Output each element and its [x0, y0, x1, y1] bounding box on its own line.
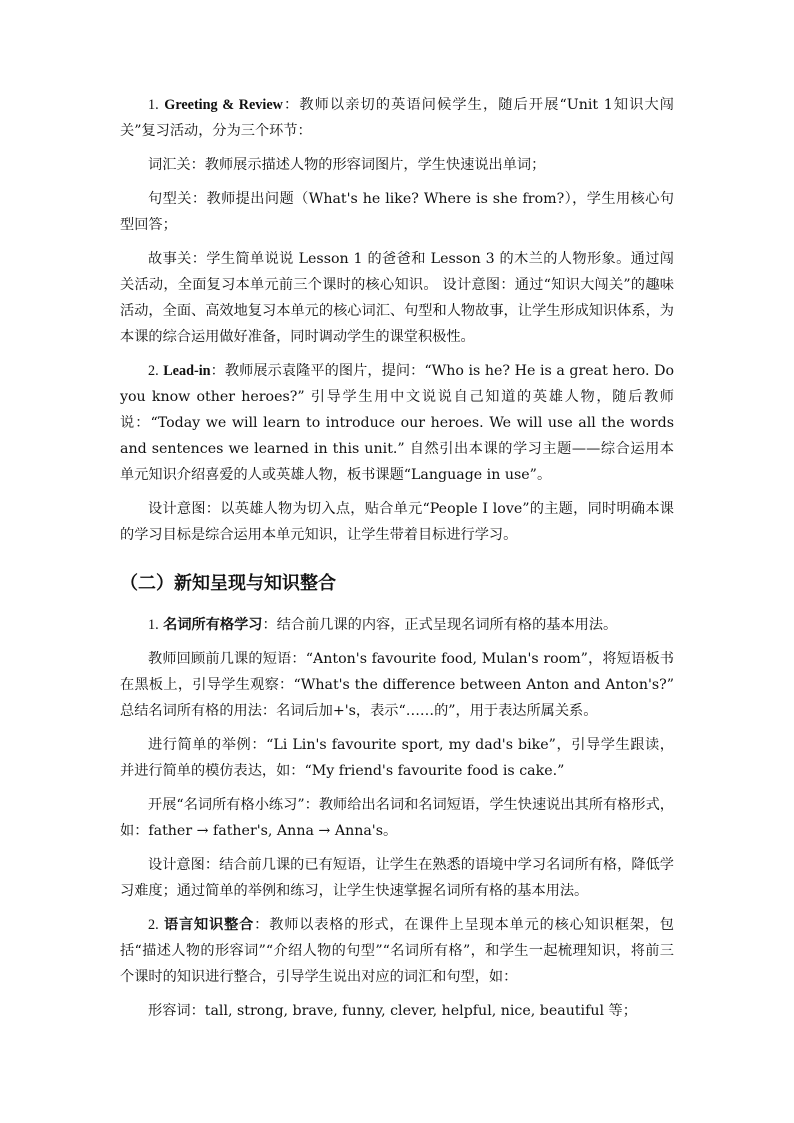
item-number: 1. — [148, 617, 159, 633]
item-colon: ： — [210, 363, 225, 379]
paragraph-story-level: 故事关：学生简单说说 Lesson 1 的爸爸和 Lesson 3 的木兰的人物形象。通过闯关活动，全面复习本单元前三个课时的核心知识。 设计意图：通过“知识大闯关”的趣味活动，全面、高效地复习本单元的核心词汇、句型和人物故事，让学生形成知识体系，为本课的综合运用做好准备，同时调动学生的课堂积极性。 — [120, 251, 674, 345]
item-number: 1. — [148, 97, 159, 113]
item-text: 教师以亲切的英语问候学生，随后开展“Unit 1知识大闯关”复习活动，分为三个环节： — [120, 97, 674, 139]
paragraph-greeting-review — [120, 92, 674, 144]
paragraph-knowledge-integration — [120, 912, 674, 990]
document-page — [120, 92, 674, 1032]
paragraph-adjectives: 形容词：tall, strong, brave, funny, clever, helpful, nice, beautiful 等； — [148, 1003, 637, 1019]
item-number: 2. — [148, 363, 159, 379]
item-colon: ： — [254, 917, 270, 933]
item-label: 名词所有格学习 — [163, 617, 263, 633]
item-text: 教师以表格的形式，在课件上呈现本单元的核心知识框架，包括“描述人物的形容词”“介绍人物的句型”“名词所有格”，和学生一起梳理知识，将前三个课时的知识进行整合，引导学生说出对应的词汇和句型，如： — [120, 917, 674, 985]
item-label: Lead-in — [163, 363, 211, 379]
paragraph-practice: 开展“名词所有格小练习”：教师给出名词和名词短语，学生快速说出其所有格形式，如：father → father's, Anna → Anna's。 — [120, 797, 674, 839]
item-label: 语言知识整合 — [164, 917, 255, 933]
item-colon: ： — [282, 97, 300, 113]
item-label: Greeting & Review — [164, 97, 283, 113]
item-colon: ： — [262, 617, 277, 633]
item-text: 教师展示袁隆平的图片，提问：“Who is he? He is a great hero. Do you know other heroes?” 引导学生用中文说说自己知道的英雄人物，随后教师说：“Today we will learn to introduce our heroes. We will use all the words and sentences we learned in this unit.” 自然引出本课的学习主题——综合运用本单元知识介绍喜爱的人或英雄人物，板书课题“Language in use”。 — [120, 363, 674, 483]
paragraph-design-intent-1: 设计意图：以英雄人物为切入点，贴合单元“People I love”的主题，同时明确本课的学习目标是综合运用本单元知识，让学生带着目标进行学习。 — [120, 501, 674, 543]
paragraph-vocabulary-level: 词汇关：教师展示描述人物的形容词图片，学生快速说出单词； — [148, 157, 546, 173]
section-heading: （二）新知呈现与知识整合 — [120, 573, 336, 594]
paragraph-possessive-learning — [120, 612, 674, 638]
paragraph-review-phrases: 教师回顾前几课的短语：“Anton's favourite food, Mulan's room”，将短语板书在黑板上，引导学生观察：“What's the difference between Anton and Anton's?” 总结名词所有格的用法：名词后加+'s，表示“……的”，用于表达所属关系。 — [120, 651, 674, 719]
paragraph-examples: 进行简单的举例：“Li Lin's favourite sport, my dad's bike”，引导学生跟读，并进行简单的模仿表达，如：“My friend's favourite food is cake.” — [120, 737, 674, 779]
item-text: 结合前几课的内容，正式呈现名词所有格的基本用法。 — [276, 617, 618, 633]
paragraph-lead-in — [120, 358, 674, 488]
item-number: 2. — [148, 917, 159, 933]
paragraph-design-intent-2: 设计意图：结合前几课的已有短语，让学生在熟悉的语境中学习名词所有格，降低学习难度；通过简单的举例和练习，让学生快速掌握名词所有格的基本用法。 — [120, 857, 674, 899]
paragraph-sentence-level: 句型关：教师提出问题（What's he like? Where is she from?），学生用核心句型回答； — [120, 191, 674, 233]
